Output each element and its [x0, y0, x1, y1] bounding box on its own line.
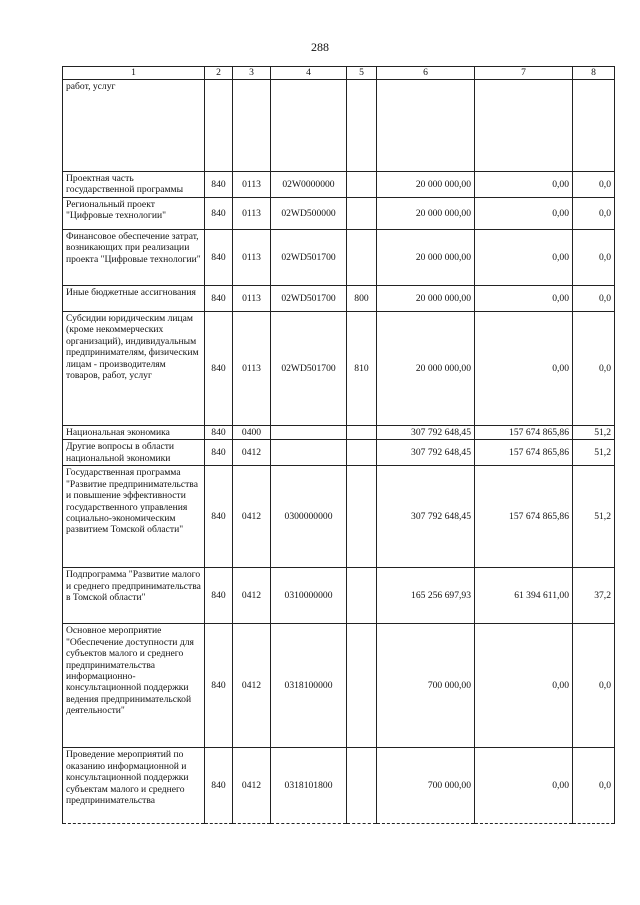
- table-row: [63, 80, 615, 172]
- row-col-2: 840: [205, 312, 233, 426]
- row-col-6: 20 000 000,00: [377, 230, 475, 286]
- row-col-2: [205, 80, 233, 172]
- row-col-4: 02WD500000: [271, 198, 347, 230]
- row-col-2: 840: [205, 426, 233, 440]
- row-col-5: [347, 230, 377, 286]
- row-col-3: 0412: [233, 440, 271, 466]
- header-col-8: 8: [573, 67, 615, 80]
- row-col-8: 0,0: [573, 748, 615, 824]
- row-col-7: [475, 80, 573, 172]
- row-col-4: 0300000000: [271, 466, 347, 568]
- row-col-7: 0,00: [475, 286, 573, 312]
- table-row: [63, 466, 615, 568]
- table-row: [63, 624, 615, 748]
- row-col-3: 0113: [233, 286, 271, 312]
- row-col-8: [573, 80, 615, 172]
- row-col-6: 307 792 648,45: [377, 426, 475, 440]
- row-col-7: 157 674 865,86: [475, 466, 573, 568]
- row-col-4: [271, 440, 347, 466]
- row-col-2: 840: [205, 440, 233, 466]
- header-col-6: 6: [377, 67, 475, 80]
- row-name: Финансовое обеспечение затрат, возникающих при реализации проекта "Цифровые технологии": [63, 230, 205, 286]
- row-col-7: 0,00: [475, 172, 573, 198]
- table-row: [63, 230, 615, 286]
- row-name: Проведение мероприятий по оказанию информационной и консультационной поддержки субъектам малого и среднего предпринимательства: [63, 748, 205, 824]
- row-col-6: 165 256 697,93: [377, 568, 475, 624]
- row-col-8: 0,0: [573, 312, 615, 426]
- row-col-5: [347, 624, 377, 748]
- row-col-7: 0,00: [475, 230, 573, 286]
- row-col-5: [347, 426, 377, 440]
- row-col-4: 0310000000: [271, 568, 347, 624]
- row-name: Другие вопросы в области национальной экономики: [63, 440, 205, 466]
- row-col-8: 51,2: [573, 440, 615, 466]
- row-col-4: 02WD501700: [271, 312, 347, 426]
- row-name: Государственная программа "Развитие предпринимательства и повышение эффективности государственного управления социально-экономическим развитием Томской области": [63, 466, 205, 568]
- row-col-2: 840: [205, 230, 233, 286]
- row-col-6: 20 000 000,00: [377, 286, 475, 312]
- row-col-6: 307 792 648,45: [377, 440, 475, 466]
- header-col-3: 3: [233, 67, 271, 80]
- page-number: 288: [311, 40, 329, 54]
- row-col-8: 0,0: [573, 198, 615, 230]
- header-col-4: 4: [271, 67, 347, 80]
- row-col-4: 0318101800: [271, 748, 347, 824]
- table-row: [63, 568, 615, 624]
- row-col-3: 0113: [233, 230, 271, 286]
- table-row: [63, 286, 615, 312]
- row-col-3: 0113: [233, 172, 271, 198]
- table-row: [63, 426, 615, 440]
- row-name: Основное мероприятие "Обеспечение доступности для субъектов малого и среднего предпринимательства информационно-консультационной поддержки ведения предпринимательской деятельности": [63, 624, 205, 748]
- row-col-6: 20 000 000,00: [377, 312, 475, 426]
- row-col-8: 0,0: [573, 286, 615, 312]
- row-col-3: 0412: [233, 748, 271, 824]
- row-col-4: 02W0000000: [271, 172, 347, 198]
- budget-table: [62, 66, 615, 824]
- row-col-5: [347, 466, 377, 568]
- row-col-5: [347, 172, 377, 198]
- row-name: Подпрограмма "Развитие малого и среднего предпринимательства в Томской области": [63, 568, 205, 624]
- row-col-5: 800: [347, 286, 377, 312]
- row-col-5: [347, 568, 377, 624]
- row-col-7: 0,00: [475, 624, 573, 748]
- row-col-8: 0,0: [573, 624, 615, 748]
- row-col-7: 157 674 865,86: [475, 440, 573, 466]
- row-col-8: 0,0: [573, 172, 615, 198]
- row-col-6: [377, 80, 475, 172]
- row-col-3: 0113: [233, 312, 271, 426]
- row-col-6: 20 000 000,00: [377, 172, 475, 198]
- header-col-2: 2: [205, 67, 233, 80]
- row-col-3: [233, 80, 271, 172]
- table-header-row: [63, 67, 615, 80]
- row-col-5: [347, 748, 377, 824]
- row-col-4: 02WD501700: [271, 230, 347, 286]
- table-row: [63, 312, 615, 426]
- row-col-7: 0,00: [475, 198, 573, 230]
- table-row: [63, 440, 615, 466]
- row-name: Региональный проект "Цифровые технологии": [63, 198, 205, 230]
- row-col-4: [271, 426, 347, 440]
- row-col-3: 0400: [233, 426, 271, 440]
- row-col-4: 0318100000: [271, 624, 347, 748]
- row-col-2: 840: [205, 624, 233, 748]
- row-col-2: 840: [205, 568, 233, 624]
- row-name: Субсидии юридическим лицам (кроме некоммерческих организаций), индивидуальным предпринимателям, физическим лицам - производителям товаров, работ, услуг: [63, 312, 205, 426]
- row-col-6: 20 000 000,00: [377, 198, 475, 230]
- row-col-5: [347, 440, 377, 466]
- table-row: [63, 198, 615, 230]
- row-col-7: 0,00: [475, 748, 573, 824]
- table-row: [63, 748, 615, 824]
- row-col-7: 157 674 865,86: [475, 426, 573, 440]
- header-col-1: 1: [63, 67, 205, 80]
- row-col-8: 37,2: [573, 568, 615, 624]
- row-col-3: 0412: [233, 568, 271, 624]
- row-name: Иные бюджетные ассигнования: [63, 286, 205, 312]
- row-name: Национальная экономика: [63, 426, 205, 440]
- row-col-5: 810: [347, 312, 377, 426]
- row-col-4: 02WD501700: [271, 286, 347, 312]
- row-col-4: [271, 80, 347, 172]
- row-col-2: 840: [205, 748, 233, 824]
- row-col-3: 0412: [233, 624, 271, 748]
- row-col-3: 0412: [233, 466, 271, 568]
- header-col-5: 5: [347, 67, 377, 80]
- row-col-2: 840: [205, 172, 233, 198]
- row-col-2: 840: [205, 198, 233, 230]
- row-col-8: 51,2: [573, 466, 615, 568]
- row-col-2: 840: [205, 466, 233, 568]
- row-col-5: [347, 198, 377, 230]
- row-col-3: 0113: [233, 198, 271, 230]
- row-col-6: 700 000,00: [377, 748, 475, 824]
- row-col-8: 51,2: [573, 426, 615, 440]
- row-col-6: 307 792 648,45: [377, 466, 475, 568]
- row-col-7: 0,00: [475, 312, 573, 426]
- row-col-6: 700 000,00: [377, 624, 475, 748]
- row-col-5: [347, 80, 377, 172]
- row-col-7: 61 394 611,00: [475, 568, 573, 624]
- row-name: работ, услуг: [63, 80, 205, 172]
- table-row: [63, 172, 615, 198]
- header-col-7: 7: [475, 67, 573, 80]
- row-name: Проектная часть государственной программы: [63, 172, 205, 198]
- row-col-8: 0,0: [573, 230, 615, 286]
- row-col-2: 840: [205, 286, 233, 312]
